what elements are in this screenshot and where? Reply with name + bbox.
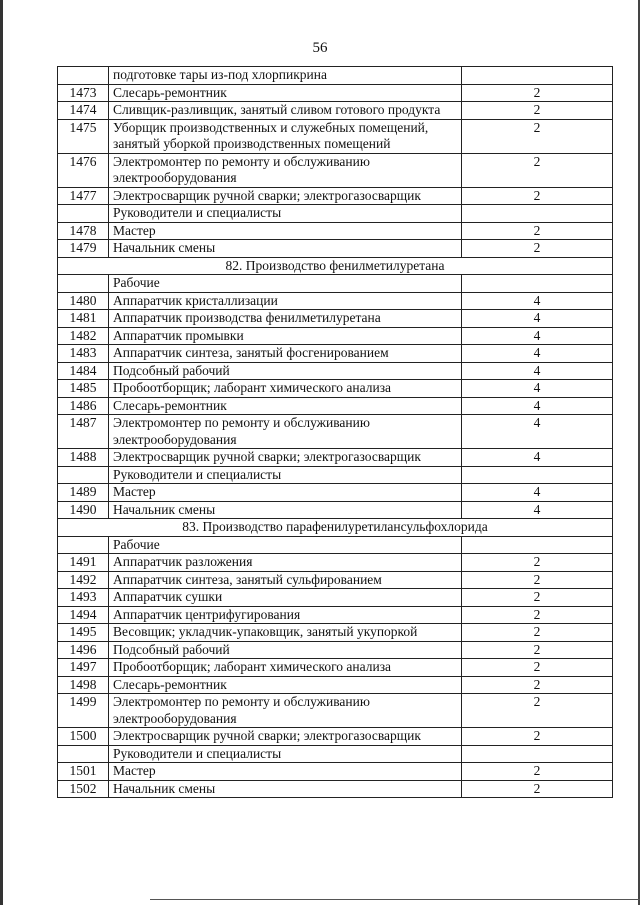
- row-number: 1480: [58, 292, 109, 310]
- row-value: 2: [462, 222, 613, 240]
- row-number: 1477: [58, 187, 109, 205]
- row-number: 1474: [58, 102, 109, 120]
- table-row: [58, 310, 613, 328]
- row-number: 1473: [58, 84, 109, 102]
- occupation-name: Электросварщик ручной сварки; электрогазосварщик: [109, 187, 462, 205]
- occupation-name: Аппаратчик синтеза, занятый сульфированием: [109, 571, 462, 589]
- occupation-name: подготовке тары из-под хлорпикрина: [109, 67, 462, 85]
- row-number: 1490: [58, 501, 109, 519]
- table-row: [58, 780, 613, 798]
- occupation-name: Электромонтер по ремонту и обслуживанию электрооборудования: [109, 153, 462, 187]
- table-row: [58, 536, 613, 554]
- row-value: [462, 205, 613, 223]
- table-row: [58, 694, 613, 728]
- table-row: [58, 327, 613, 345]
- occupation-name: Весовщик; укладчик-упаковщик, занятый укупоркой: [109, 624, 462, 642]
- row-number: 1497: [58, 659, 109, 677]
- row-number: 1482: [58, 327, 109, 345]
- row-number: 1485: [58, 380, 109, 398]
- row-value: 2: [462, 694, 613, 728]
- occupation-name: Электросварщик ручной сварки; электрогазосварщик: [109, 449, 462, 467]
- row-value: [462, 745, 613, 763]
- table-row: [58, 187, 613, 205]
- table-row: [58, 119, 613, 153]
- row-value: 2: [462, 119, 613, 153]
- table-row: [58, 484, 613, 502]
- table-row: [58, 415, 613, 449]
- table-row: [58, 275, 613, 293]
- row-number: [58, 466, 109, 484]
- row-value: [462, 275, 613, 293]
- section-header-row: [58, 519, 613, 537]
- row-value: 4: [462, 380, 613, 398]
- row-value: [462, 536, 613, 554]
- occupation-name: Аппаратчик кристаллизации: [109, 292, 462, 310]
- occupations-table: [57, 66, 613, 798]
- occupation-name: Аппаратчик разложения: [109, 554, 462, 572]
- scan-edge-bottom: [150, 899, 640, 900]
- row-number: [58, 275, 109, 293]
- occupation-name: Уборщик производственных и служебных помещений, занятый уборкой производственных помещений: [109, 119, 462, 153]
- row-number: 1487: [58, 415, 109, 449]
- table-row: [58, 397, 613, 415]
- table-row: [58, 153, 613, 187]
- table-row: [58, 763, 613, 781]
- table-row: [58, 205, 613, 223]
- row-value: 4: [462, 327, 613, 345]
- row-value: 2: [462, 676, 613, 694]
- row-number: 1475: [58, 119, 109, 153]
- page-number: 56: [312, 40, 328, 56]
- table-row: [58, 641, 613, 659]
- row-value: 2: [462, 606, 613, 624]
- table-row: [58, 606, 613, 624]
- row-value: 2: [462, 763, 613, 781]
- table-row: [58, 240, 613, 258]
- table-row: [58, 380, 613, 398]
- row-value: 2: [462, 624, 613, 642]
- row-number: 1502: [58, 780, 109, 798]
- table-row: [58, 222, 613, 240]
- occupations-table-body: [58, 67, 613, 798]
- occupation-name: Мастер: [109, 763, 462, 781]
- table-row: [58, 554, 613, 572]
- row-value: 2: [462, 187, 613, 205]
- row-value: 4: [462, 397, 613, 415]
- occupation-name: Мастер: [109, 484, 462, 502]
- row-value: 4: [462, 292, 613, 310]
- row-value: [462, 466, 613, 484]
- row-number: 1492: [58, 571, 109, 589]
- scan-edge-left: [0, 0, 3, 905]
- row-value: 2: [462, 589, 613, 607]
- occupation-name: Рабочие: [109, 275, 462, 293]
- table-row: [58, 449, 613, 467]
- table-row: [58, 345, 613, 363]
- section-header-row: [58, 257, 613, 275]
- row-number: 1499: [58, 694, 109, 728]
- table-row: [58, 745, 613, 763]
- row-number: 1483: [58, 345, 109, 363]
- occupation-name: Пробоотборщик; лаборант химического анализа: [109, 380, 462, 398]
- row-number: [58, 67, 109, 85]
- table-row: [58, 571, 613, 589]
- table-row: [58, 84, 613, 102]
- row-value: 4: [462, 310, 613, 328]
- row-number: [58, 536, 109, 554]
- occupation-name: Аппаратчик сушки: [109, 589, 462, 607]
- row-number: 1500: [58, 728, 109, 746]
- row-value: 2: [462, 84, 613, 102]
- row-number: 1493: [58, 589, 109, 607]
- row-number: 1489: [58, 484, 109, 502]
- table-row: [58, 67, 613, 85]
- occupation-name: Сливщик-разливщик, занятый сливом готового продукта: [109, 102, 462, 120]
- row-number: 1481: [58, 310, 109, 328]
- row-value: 2: [462, 571, 613, 589]
- occupation-name: Мастер: [109, 222, 462, 240]
- row-number: 1494: [58, 606, 109, 624]
- table-row: [58, 292, 613, 310]
- row-number: 1478: [58, 222, 109, 240]
- row-value: 2: [462, 780, 613, 798]
- row-value: 2: [462, 102, 613, 120]
- section-title: 82. Производство фенилметилуретана: [58, 257, 613, 275]
- row-number: [58, 745, 109, 763]
- row-value: 4: [462, 501, 613, 519]
- table-row: [58, 624, 613, 642]
- occupation-name: Подсобный рабочий: [109, 641, 462, 659]
- occupation-name: Аппаратчик производства фенилметилуретана: [109, 310, 462, 328]
- occupation-name: Руководители и специалисты: [109, 205, 462, 223]
- table-row: [58, 589, 613, 607]
- row-value: 4: [462, 415, 613, 449]
- occupation-name: Слесарь-ремонтник: [109, 84, 462, 102]
- row-value: 2: [462, 554, 613, 572]
- row-number: 1491: [58, 554, 109, 572]
- occupation-name: Руководители и специалисты: [109, 745, 462, 763]
- table-row: [58, 466, 613, 484]
- row-value: 4: [462, 484, 613, 502]
- row-number: [58, 205, 109, 223]
- occupation-name: Слесарь-ремонтник: [109, 676, 462, 694]
- occupation-name: Слесарь-ремонтник: [109, 397, 462, 415]
- occupation-name: Начальник смены: [109, 501, 462, 519]
- row-number: 1486: [58, 397, 109, 415]
- row-value: 2: [462, 641, 613, 659]
- row-value: 2: [462, 728, 613, 746]
- table-row: [58, 728, 613, 746]
- occupation-name: Электромонтер по ремонту и обслуживанию электрооборудования: [109, 694, 462, 728]
- row-value: 2: [462, 153, 613, 187]
- row-value: 4: [462, 362, 613, 380]
- row-value: 4: [462, 345, 613, 363]
- table-row: [58, 676, 613, 694]
- row-number: 1498: [58, 676, 109, 694]
- occupation-name: Аппаратчик синтеза, занятый фосгенированием: [109, 345, 462, 363]
- occupation-name: Электросварщик ручной сварки; электрогазосварщик: [109, 728, 462, 746]
- table-row: [58, 501, 613, 519]
- occupation-name: Электромонтер по ремонту и обслуживанию электрооборудования: [109, 415, 462, 449]
- row-number: 1484: [58, 362, 109, 380]
- row-value: 2: [462, 240, 613, 258]
- row-number: 1488: [58, 449, 109, 467]
- table-row: [58, 659, 613, 677]
- row-number: 1476: [58, 153, 109, 187]
- occupation-name: Аппаратчик центрифугирования: [109, 606, 462, 624]
- occupation-name: Начальник смены: [109, 240, 462, 258]
- row-number: 1496: [58, 641, 109, 659]
- occupation-name: Аппаратчик промывки: [109, 327, 462, 345]
- occupation-name: Руководители и специалисты: [109, 466, 462, 484]
- row-value: [462, 67, 613, 85]
- occupation-name: Пробоотборщик; лаборант химического анализа: [109, 659, 462, 677]
- occupation-name: Начальник смены: [109, 780, 462, 798]
- row-number: 1501: [58, 763, 109, 781]
- row-number: 1495: [58, 624, 109, 642]
- row-number: 1479: [58, 240, 109, 258]
- row-value: 2: [462, 659, 613, 677]
- occupation-name: Рабочие: [109, 536, 462, 554]
- table-row: [58, 102, 613, 120]
- table-row: [58, 362, 613, 380]
- row-value: 4: [462, 449, 613, 467]
- occupation-name: Подсобный рабочий: [109, 362, 462, 380]
- section-title: 83. Производство парафенилуретилансульфохлорида: [58, 519, 613, 537]
